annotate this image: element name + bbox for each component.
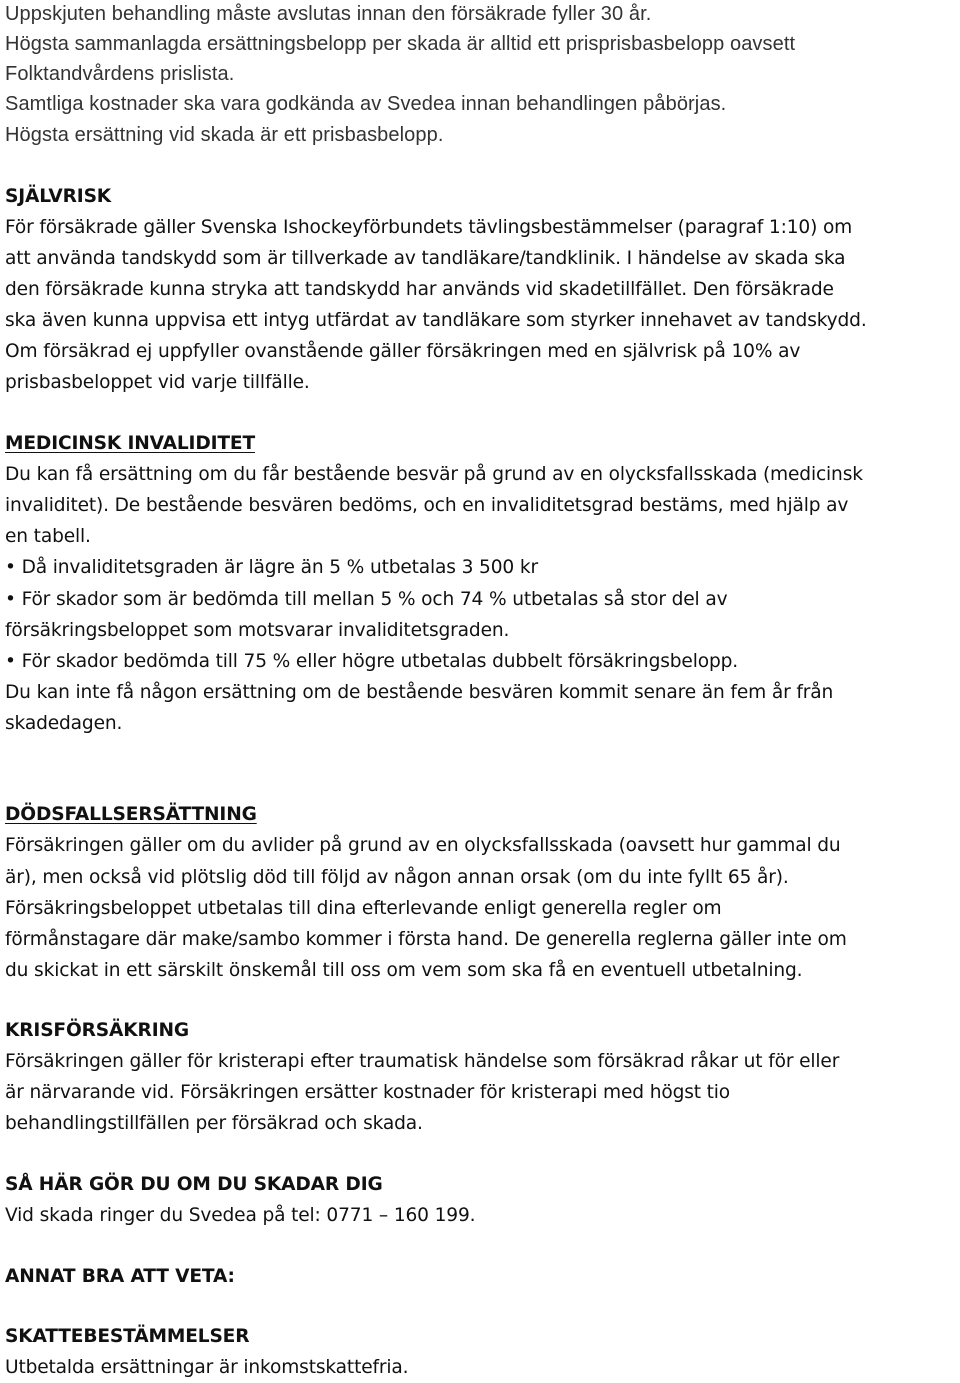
dodsfall-line: Försäkringen gäller om du avlider på grund av en olycksfallsskada (oavsett hur gammal du	[5, 835, 841, 856]
sjalvrisk-line: prisbasbeloppet vid varje tillfälle.	[5, 372, 310, 393]
annat-heading: ANNAT BRA ATT VETA:	[5, 1266, 235, 1287]
sjalvrisk-line: För försäkrade gäller Svenska Ishockeyförbundets tävlingsbestämmelser (paragraf 1:10) om	[5, 217, 853, 238]
medicinsk-bullet: • Då invaliditetsgraden är lägre än 5 % utbetalas 3 500 kr	[5, 557, 538, 578]
intro-line-4: Samtliga kostnader ska vara godkända av Svedea innan behandlingen påbörjas.	[5, 93, 727, 115]
dodsfall-heading: DÖDSFALLSERSÄTTNING	[5, 804, 257, 825]
medicinsk-line: en tabell.	[5, 526, 91, 547]
medicinsk-bullet: • För skador som är bedömda till mellan 5 % och 74 % utbetalas så stor del av	[5, 589, 728, 610]
kris-line: Försäkringen gäller för kristerapi efter traumatisk händelse som försäkrad råkar ut för eller	[5, 1051, 840, 1072]
intro-line-3: Folktandvårdens prislista.	[5, 63, 235, 85]
dodsfall-line: Försäkringsbeloppet utbetalas till dina efterlevande enligt generella regler om	[5, 898, 722, 919]
dodsfall-line: förmånstagare där make/sambo kommer i första hand. De generella reglerna gäller inte om	[5, 929, 847, 950]
dodsfall-line: du skickat in ett särskilt önskemål till oss om vem som ska få en eventuell utbetalning.	[5, 960, 803, 981]
medicinsk-line: skadedagen.	[5, 713, 123, 734]
sjalvrisk-line: att använda tandskydd som är tillverkade av tandläkare/tandklinik. I händelse av skada ska	[5, 248, 846, 269]
medicinsk-bullet: • För skador bedömda till 75 % eller högre utbetalas dubbelt försäkringsbelopp.	[5, 651, 739, 672]
sjalvrisk-line: ska även kunna uppvisa ett intyg utfärdat av tandläkare som styrker innehavet av tandskydd.	[5, 310, 867, 331]
skatt-heading: SKATTEBESTÄMMELSER	[5, 1326, 250, 1347]
medicinsk-line: Du kan inte få någon ersättning om de bestående besvären kommit senare än fem år från	[5, 682, 834, 703]
medicinsk-line: invaliditet). De bestående besvären bedöms, och en invaliditetsgrad bestäms, med hjälp av	[5, 495, 849, 516]
kris-line: behandlingstillfällen per försäkrad och skada.	[5, 1113, 423, 1134]
intro-line-5: Högsta ersättning vid skada är ett prisbasbelopp.	[5, 124, 444, 146]
skatt-line: Utbetalda ersättningar är inkomstskattefria.	[5, 1357, 409, 1378]
intro-line-1: Uppskjuten behandling måste avslutas innan den försäkrade fyller 30 år.	[5, 3, 652, 25]
sjalvrisk-heading: SJÄLVRISK	[5, 186, 112, 207]
medicinsk-line: försäkringsbeloppet som motsvarar invaliditetsgraden.	[5, 620, 510, 641]
skadar-line: Vid skada ringer du Svedea på tel: 0771 – 160 199.	[5, 1205, 476, 1226]
sjalvrisk-line: Om försäkrad ej uppfyller ovanstående gäller försäkringen med en självrisk på 10% av	[5, 341, 801, 362]
skadar-heading: SÅ HÄR GÖR DU OM DU SKADAR DIG	[5, 1174, 383, 1195]
medicinsk-line: Du kan få ersättning om du får bestående besvär på grund av en olycksfallsskada (medicinsk	[5, 464, 863, 485]
intro-line-2: Högsta sammanlagda ersättningsbelopp per skada är alltid ett prisprisbasbelopp oavsett	[5, 33, 796, 55]
kris-line: är närvarande vid. Försäkringen ersätter kostnader för kristerapi med högst tio	[5, 1082, 731, 1103]
medicinsk-heading: MEDICINSK INVALIDITET	[5, 433, 255, 454]
dodsfall-line: är), men också vid plötslig död till följd av någon annan orsak (om du inte fyllt 65 år).	[5, 867, 789, 888]
sjalvrisk-line: den försäkrade kunna stryka att tandskydd har används vid skadetillfället. Den försäkrade	[5, 279, 834, 300]
kris-heading: KRISFÖRSÄKRING	[5, 1020, 190, 1041]
